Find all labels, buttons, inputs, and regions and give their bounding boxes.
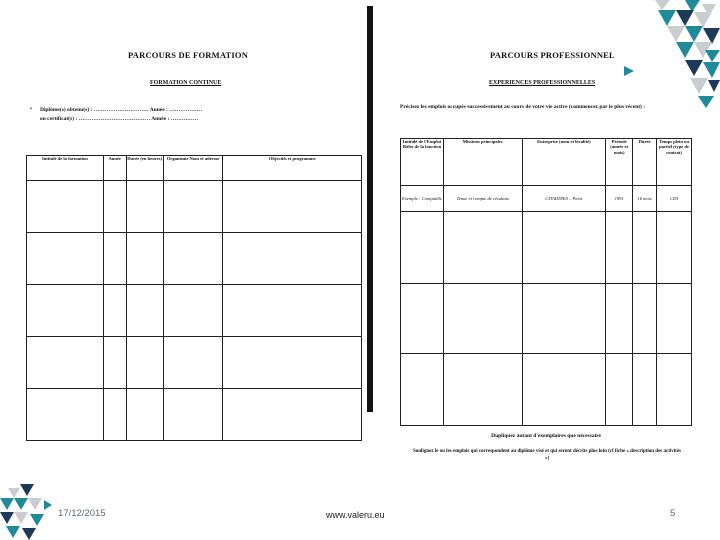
table-row [401,212,692,284]
col-header: Temps plein ou partiel (type de contrat) [657,139,692,186]
col-header: Objectifs et programme [223,156,362,181]
example-cell: 16 mois [633,186,657,212]
example-cell: Tenue et compte de résultats [443,186,522,212]
col-header: Période (année et mois) [606,139,633,186]
footer-date: 17/12/2015 [58,508,106,519]
table-row [27,233,362,285]
left-form-title: PARCOURS DE FORMATION [128,50,249,60]
certificate-line: ou certificat(s) : ………………………………… Année : …………… [40,116,199,122]
experience-table [400,138,692,426]
example-cell: CDI [657,186,692,212]
col-header: Durée [633,139,657,186]
col-header: Entreprise (nom et localité) [522,139,606,186]
example-cell: Exemple : Comptable [401,186,444,212]
col-header: Missions principales [443,139,522,186]
table-header-row [27,156,362,181]
table-row [27,337,362,389]
col-header: Intitulé de la formation [27,156,104,181]
table-row [27,181,362,233]
table-header-row [401,139,692,186]
table-row [401,284,692,354]
decorative-triangles-bottom-left [0,480,60,540]
example-cell: CITADINES – Paris [522,186,606,212]
example-cell: 1991 [606,186,633,212]
training-table [26,155,362,441]
bullet: • [30,106,32,112]
col-header: Durée (en heures) [126,156,163,181]
table-row [27,389,362,441]
example-row [401,186,692,212]
col-header: Intitulé de l'Emploi Rôles de la fonction [401,139,444,186]
table-row [401,354,692,426]
duplicate-note: Dupliquez autant d'exemplaires que nécessaire [491,433,601,439]
underline-footnote: Soulignez le ou les emplois qui correspondent au diplôme visé et qui seront décrits plus loin (cf fiche « description des activités ») [412,449,681,461]
footer-url[interactable]: www.valeru.eu [326,510,385,520]
separator-bar [367,6,373,412]
col-header: Organisme Nom et adresse [163,156,223,181]
right-form-intro: Précisez les emplois occupés successivement au cours de votre vie active (commencez par le plus récent) : [400,104,646,110]
table-row [27,285,362,337]
diploma-line: Diplôme(s) obtenu(s) : ………………………… Année : ……………… [40,107,203,113]
left-form-subtitle: FORMATION CONTINUE [150,80,222,86]
col-header: Année [103,156,126,181]
right-form-subtitle: EXPERIENCES PROFESSIONNELLES [489,80,596,86]
decorative-triangles-top-right [590,0,720,110]
right-form-title: PARCOURS PROFESSIONNEL [490,50,615,60]
footer-page-number: 5 [670,508,676,519]
